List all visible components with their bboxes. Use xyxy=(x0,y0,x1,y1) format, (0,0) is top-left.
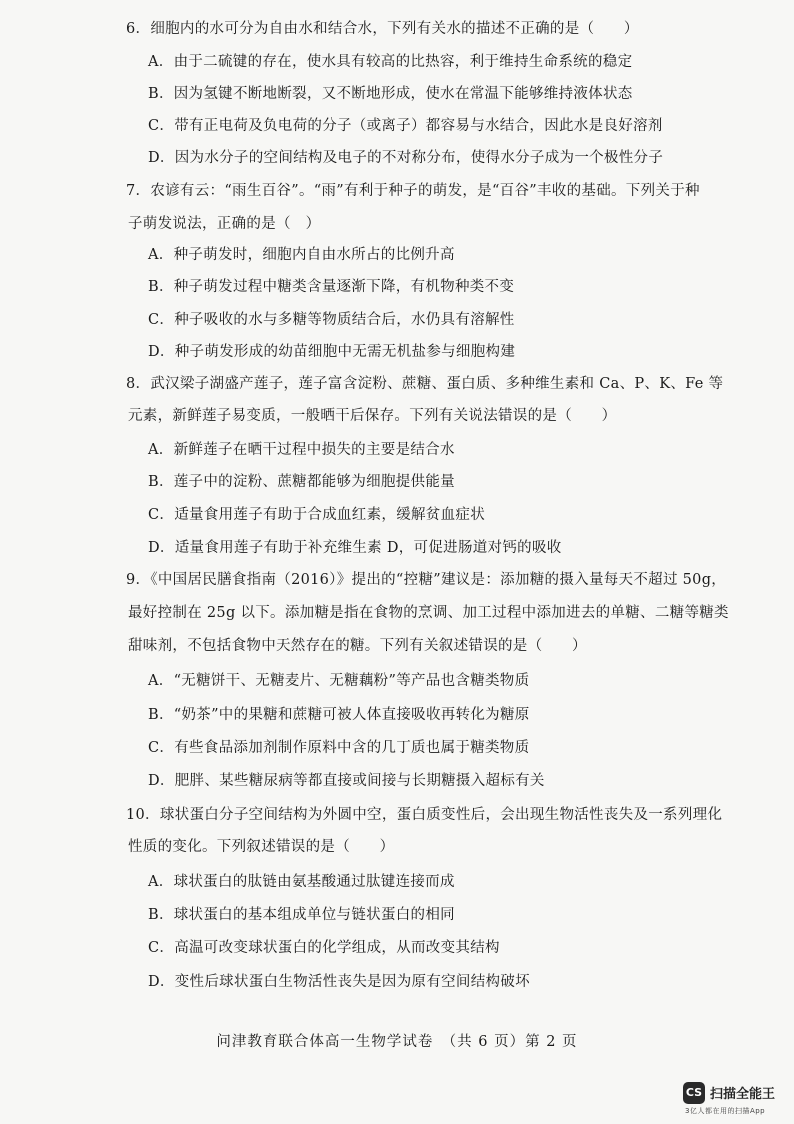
q6-option-b: B．因为氢键不断地断裂，又不断地形成，使水在常温下能够维持液体状态 xyxy=(148,86,633,102)
q6-option-a: A．由于二硫键的存在，使水具有较高的比热容，利于维持生命系统的稳定 xyxy=(148,54,633,70)
q10-option-a: A．球状蛋白的肽链由氨基酸通过肽键连接而成 xyxy=(148,874,455,890)
q10-option-b: B．球状蛋白的基本组成单位与链状蛋白的相同 xyxy=(148,907,455,923)
q7-option-b: B．种子萌发过程中糖类含量逐渐下降，有机物种类不变 xyxy=(148,279,515,295)
q8-option-c: C．适量食用莲子有助于合成血红素，缓解贫血症状 xyxy=(148,507,485,523)
q10-stem-line-1: 10．球状蛋白分子空间结构为外圆中空，蛋白质变性后，会出现生物活性丧失及一系列理化 xyxy=(126,807,723,823)
q8-stem-line-2: 元素，新鲜莲子易变质，一般晒干后保存。下列有关说法错误的是（ ） xyxy=(128,408,617,424)
q9-stem-line-1: 9．《中国居民膳食指南（2016）》提出的“控糖”建议是：添加糖的摄入量每天不超过 50g， xyxy=(126,572,727,588)
q8-stem-line-1: 8．武汉梁子湖盛产莲子，莲子富含淀粉、蔗糖、蛋白质、多种维生素和 Ca、P、K、Fe 等 xyxy=(126,376,724,392)
q6-stem-line-1: 6．细胞内的水可分为自由水和结合水，下列有关水的描述不正确的是（ ） xyxy=(126,21,639,37)
q9-option-d: D．肥胖、某些糖尿病等都直接或间接与长期糖摄入超标有关 xyxy=(148,773,545,789)
q10-option-d: D．变性后球状蛋白生物活性丧失是因为原有空间结构破坏 xyxy=(148,974,530,990)
q9-stem-line-2: 最好控制在 25g 以下。添加糖是指在食物的烹调、加工过程中添加进去的单糖、二糖等糖类 xyxy=(128,605,729,621)
camscanner-logo-icon: CS xyxy=(683,1082,705,1104)
q7-stem-line-1: 7．农谚有云：“雨生百谷”。“雨”有利于种子的萌发，是“百谷”丰收的基础。下列关于种 xyxy=(126,183,700,199)
q9-option-b: B．“奶茶”中的果糖和蔗糖可被人体直接吸收再转化为糖原 xyxy=(148,707,530,723)
camscanner-tagline: 3亿人都在用的扫描App xyxy=(685,1107,766,1115)
q7-option-d: D．种子萌发形成的幼苗细胞中无需无机盐参与细胞构建 xyxy=(148,344,516,360)
q8-option-b: B．莲子中的淀粉、蔗糖都能够为细胞提供能量 xyxy=(148,474,455,490)
q7-stem-line-2: 子萌发说法，正确的是（ ） xyxy=(128,216,321,232)
q9-option-c: C．有些食品添加剂制作原料中含的几丁质也属于糖类物质 xyxy=(148,740,530,756)
q7-option-a: A．种子萌发时，细胞内自由水所占的比例升高 xyxy=(148,247,455,263)
q10-option-c: C．高温可改变球状蛋白的化学组成，从而改变其结构 xyxy=(148,940,500,956)
q7-option-c: C．种子吸收的水与多糖等物质结合后，水仍具有溶解性 xyxy=(148,312,515,328)
q6-option-c: C．带有正电荷及负电荷的分子（或离子）都容易与水结合，因此水是良好溶剂 xyxy=(148,118,663,134)
q9-stem-line-3: 甜味剂，不包括食物中天然存在的糖。下列有关叙述错误的是（ ） xyxy=(128,638,587,654)
q6-option-d: D．因为水分子的空间结构及电子的不对称分布，使得水分子成为一个极性分子 xyxy=(148,150,664,166)
q8-option-d: D．适量食用莲子有助于补充维生素 D，可促进肠道对钙的吸收 xyxy=(148,540,562,556)
q10-stem-line-2: 性质的变化。下列叙述错误的是（ ） xyxy=(128,839,395,855)
camscanner-name: 扫描全能王 xyxy=(710,1087,776,1102)
q8-option-a: A．新鲜莲子在晒干过程中损失的主要是结合水 xyxy=(148,442,455,458)
page-footer: 问津教育联合体高一生物学试卷 （共 6 页）第 2 页 xyxy=(216,1034,578,1050)
q9-option-a: A．“无糖饼干、无糖麦片、无糖藕粉”等产品也含糖类物质 xyxy=(148,673,530,689)
